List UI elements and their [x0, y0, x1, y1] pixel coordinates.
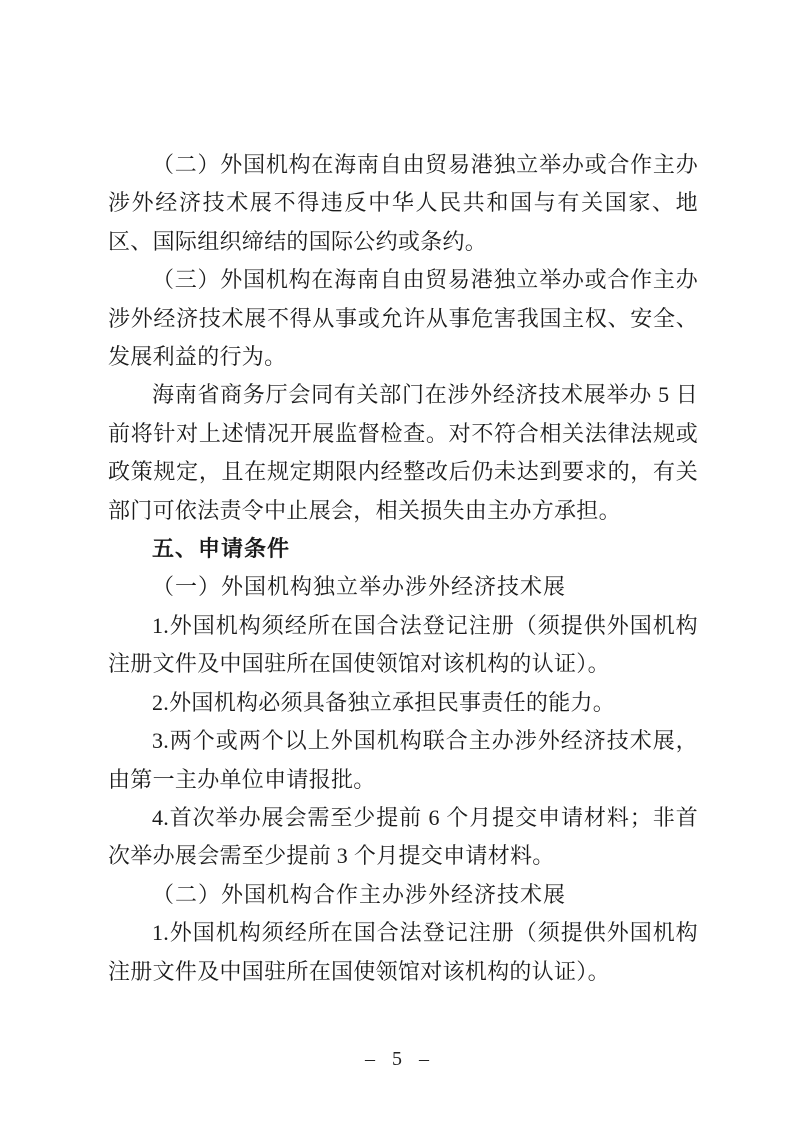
page-number: – 5 – — [365, 1048, 435, 1070]
paragraph-item-2: 2.外国机构必须具备独立承担民事责任的能力。 — [152, 689, 616, 715]
paragraph-item-4: 4.首次举办展会需至少提前 6 个月提交申请材料；非首次举办展会需至少提前 3 个月提交申请材料。 — [108, 804, 698, 869]
subheading-independent-hosting: （一）外国机构独立举办涉外经济技术展 — [152, 574, 567, 600]
paragraph-rule-2: （二）外国机构在海南自由贸易港独立举办或合作主办涉外经济技术展不得违反中华人民共和国与有关国家、地区、国际组织缔结的国际公约或条约。 — [108, 152, 698, 254]
paragraph-item-1-cooperative: 1.外国机构须经所在国合法登记注册（须提供外国机构注册文件及中国驻所在国使领馆对该机构的认证）。 — [108, 920, 698, 984]
paragraph-supervision: 海南省商务厅会同有关部门在涉外经济技术展举办 5 日前将针对上述情况开展监督检查。对不符合相关法律法规或政策规定，且在规定期限内经整改后仍未达到要求的，有关部门可依法责令中止展会，相关损失由主办方承担。 — [108, 382, 698, 523]
subheading-cooperative-hosting: （二）外国机构合作主办涉外经济技术展 — [152, 881, 567, 907]
section-heading-application-conditions: 五、申请条件 — [152, 536, 291, 562]
paragraph-item-3: 3.两个或两个以上外国机构联合主办涉外经济技术展，由第一主办单位申请报批。 — [108, 728, 698, 792]
document-body — [108, 146, 698, 991]
page-footer — [0, 1048, 800, 1071]
paragraph-rule-3: （三）外国机构在海南自由贸易港独立举办或合作主办涉外经济技术展不得从事或允许从事危害我国主权、安全、发展利益的行为。 — [108, 267, 698, 370]
paragraph-item-1: 1.外国机构须经所在国合法登记注册（须提供外国机构注册文件及中国驻所在国使领馆对该机构的认证）。 — [108, 612, 698, 677]
